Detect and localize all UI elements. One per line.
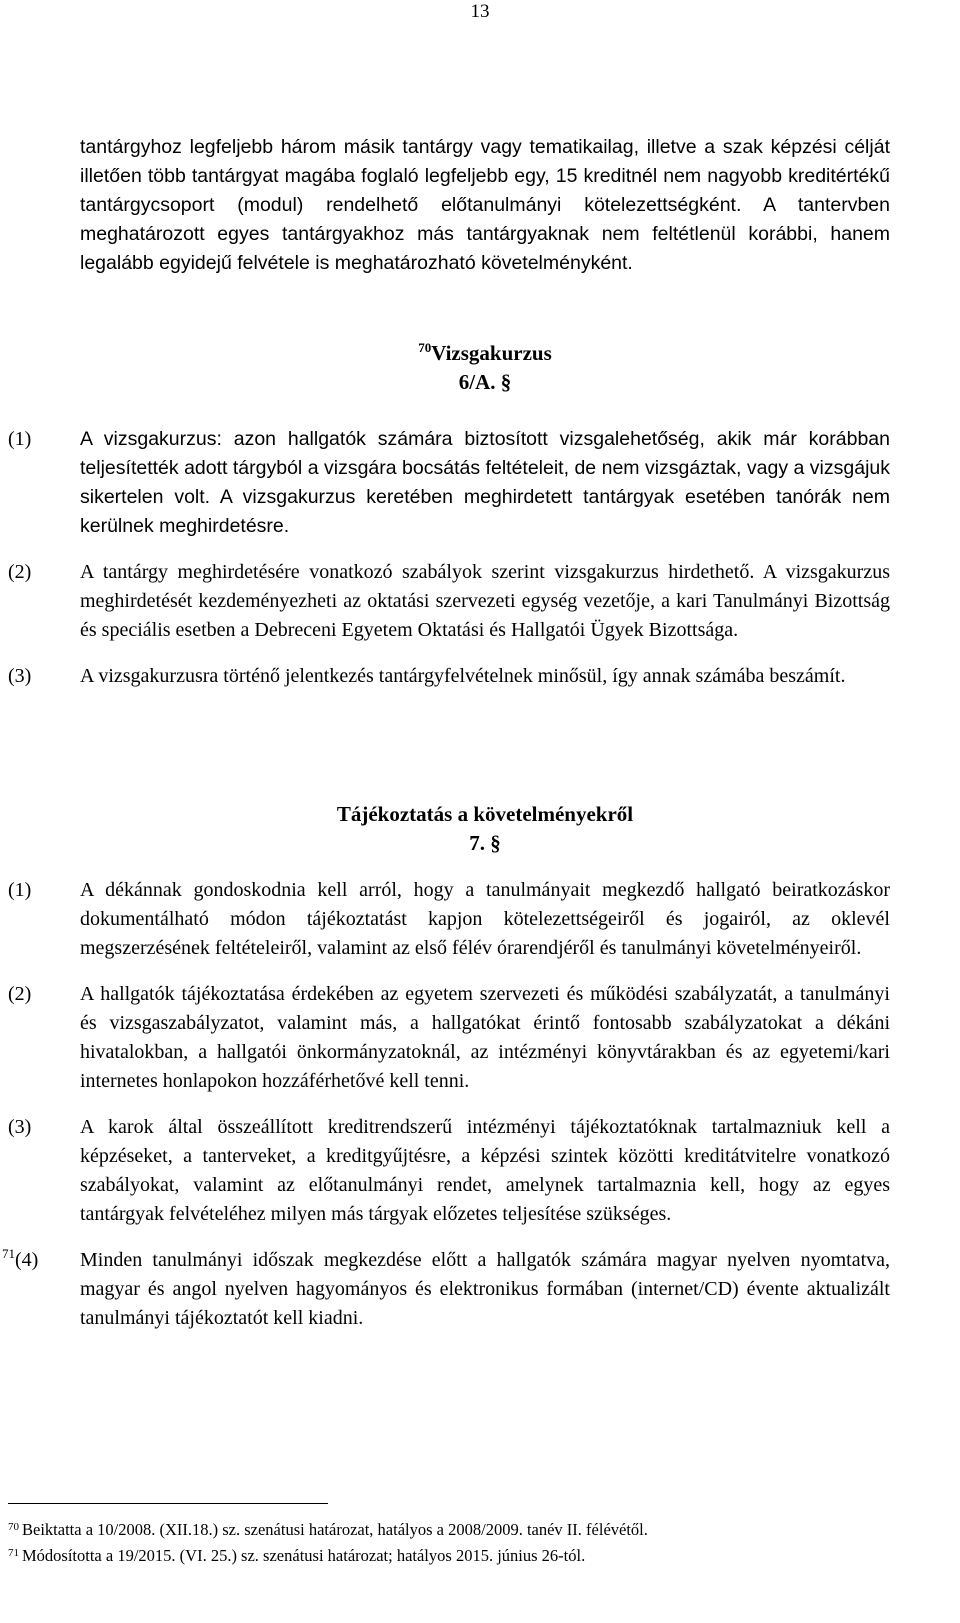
paragraph-number: (3)	[8, 665, 32, 687]
paragraph-number	[2, 1246, 72, 1276]
section-6a-title	[80, 339, 890, 370]
footnote-70	[8, 1519, 908, 1543]
footnote-ref-71: 71	[2, 1246, 15, 1261]
footnote-separator	[8, 1503, 328, 1504]
section-7-body	[0, 876, 960, 1333]
paragraph-text: A vizsgakurzus: azon hallgatók számára biztosított vizsgalehetőség, akik már korábban teljesítették adott tárgyból a vizsgára bocsátás feltételeit, de nem vizsgáztak, vagy a vizsgájuk sikertelen volt. A vizsgakurzus keretében meghirdetett tantárgyak esetében tanórák nem kerülnek meghirdetésre.	[80, 428, 890, 537]
paragraph-number: (3)	[8, 1116, 32, 1138]
section-7-paragraph-4	[0, 1246, 960, 1333]
footnote-text: Módosította a 19/2015. (VI. 25.) sz. szenátusi határozat; hatályos 2015. június 26-tól.	[22, 1546, 586, 1565]
section-7-paragraph-3	[0, 1113, 960, 1229]
footnote-71	[8, 1545, 908, 1569]
section-7-paragraph-1	[0, 876, 960, 963]
section-7-number: 7. §	[469, 831, 501, 855]
intro-paragraph: tantárgyhoz legfeljebb három másik tantárgy vagy tematikailag, illetve a szak képzési célját illetően több tantárgyat magába foglaló legfeljebb egy, 15 kreditnél nem nagyobb kreditértékű tantárgycsoport (modul) rendelhető előtanulmányi kötelezettségként. A tantervben meghatározott egyes tantárgyakhoz más tantárgyaknak nem feltétlenül korábbi, hanem legalább egyidejű felvétele is meghatározható követelményként.	[80, 136, 890, 274]
paragraph-number: (2)	[8, 983, 32, 1005]
section-7-title: Tájékoztatás a követelményekről	[336, 802, 634, 826]
footnote-number: 71	[8, 1547, 19, 1559]
section-6a-number: 6/A. §	[458, 370, 512, 394]
footnote-ref-70: 70	[418, 340, 432, 355]
paragraph-text: A hallgatók tájékoztatása érdekében az egyetem szervezeti és működési szabályzatát, a tanulmányi és vizsgaszabályzatot, valamint más, a hallgatókat érintő fontosabb szabályzatokat a dékáni hivatalokban, a hallgatói önkormányzatoknál, az intézményi könyvtárakban és az egyetemi/kari internetes honlapokon hozzáférhetővé kell tenni.	[80, 983, 890, 1092]
paragraph-text: A karok által összeállított kreditrendszerű intézményi tájékoztatóknak tartalmazniuk kell a képzéseket, a tanterveket, a kreditgyűjtésre, a képzési szintek közötti kreditátvitelre vonatkozó szabályokat, valamint az előtanulmányi rendet, amelynek tartalmaznia kell, hogy az egyes tantárgyak felvételéhez milyen más tárgyak előzetes teljesítése szükséges.	[80, 1116, 890, 1225]
footnotes	[8, 1519, 908, 1571]
page-number: 13	[470, 1, 490, 22]
paragraph-text: A dékánnak gondoskodnia kell arról, hogy a tanulmányait megkezdő hallgató beiratkozáskor dokumentálható módon tájékoztatást kapjon kötelezettségeiről és jogairól, az oklevél megszerzésének feltételeiről, valamint az első félév órarendjéről és tanulmányi követelményeiről.	[80, 879, 890, 959]
footnote-text: Beiktatta a 10/2008. (XII.18.) sz. szenátusi határozat, hatályos a 2008/2009. tanév II. félévétől.	[22, 1520, 648, 1539]
paragraph-number: (1)	[8, 879, 32, 901]
section-6a-paragraph-1	[0, 425, 960, 541]
section-6a-paragraph-3	[0, 662, 960, 691]
paragraph-text: A vizsgakurzusra történő jelentkezés tantárgyfelvételnek minősül, így annak számába beszámít.	[80, 665, 846, 687]
paragraph-text: A tantárgy meghirdetésére vonatkozó szabályok szerint vizsgakurzus hirdethető. A vizsgakurzus meghirdetését kezdeményezheti az oktatási szervezeti egység vezetője, a kari Tanulmányi Bizottság és speciális esetben a Debreceni Egyetem Oktatási és Hallgatói Ügyek Bizottsága.	[80, 561, 890, 641]
footnote-number: 70	[8, 1521, 19, 1533]
paragraph-number: (2)	[8, 561, 32, 583]
paragraph-number: (1)	[8, 428, 32, 450]
paragraph-number-text: (4)	[15, 1249, 39, 1271]
paragraph-text: Minden tanulmányi időszak megkezdése előtt a hallgatók számára magyar nyelven nyomtatva, magyar és angol nyelven hagyományos és elektronikus formában (internet/CD) évente aktualizált tanulmányi tájékoztatót kell kiadni.	[80, 1249, 890, 1329]
section-6a-body	[0, 425, 960, 691]
section-6a-title-text: Vizsgakurzus	[431, 341, 552, 365]
section-7-paragraph-2	[0, 980, 960, 1096]
section-6a-paragraph-2	[0, 558, 960, 645]
